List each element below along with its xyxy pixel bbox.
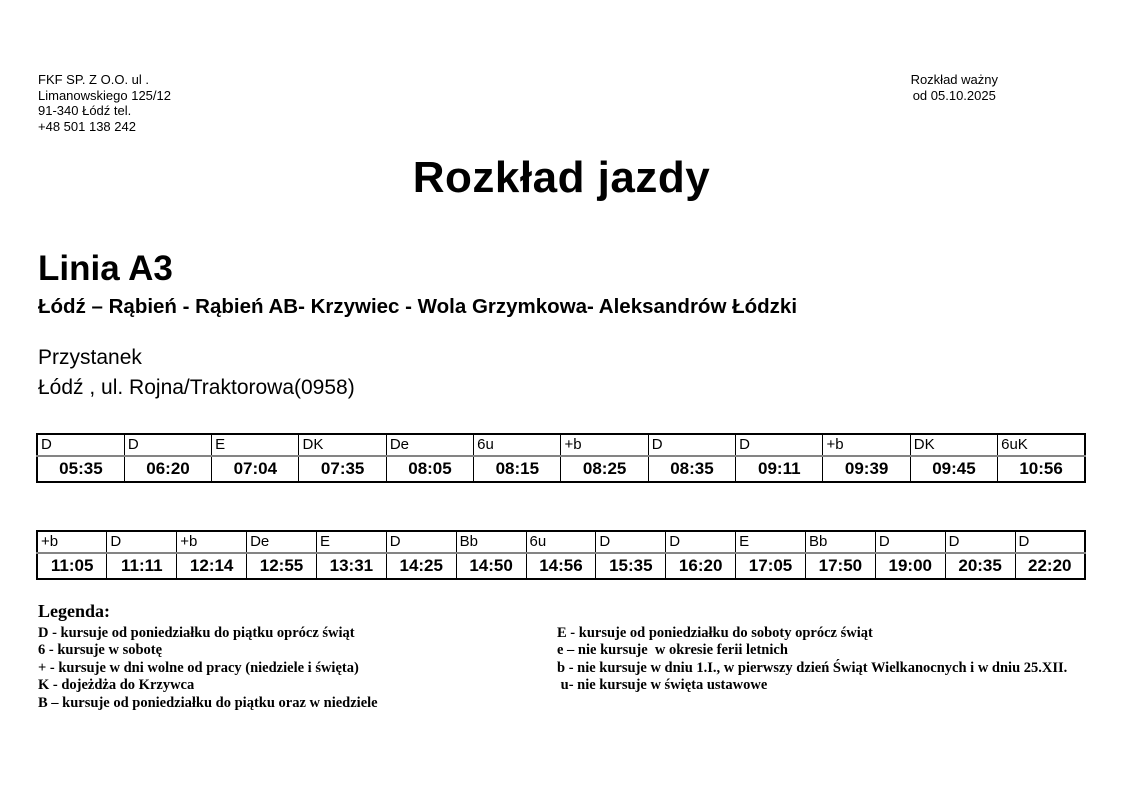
timetable-time-cell: 22:20 bbox=[1015, 553, 1085, 579]
timetable-time-cell: 13:31 bbox=[316, 553, 386, 579]
legend-item: b - nie kursuje w dniu 1.I., w pierwszy dzień Świąt Wielkanocnych i w dniu 25.XII. bbox=[557, 659, 1068, 676]
timetable-time-cell: 17:50 bbox=[805, 553, 875, 579]
timetable-symbol-cell: 6u bbox=[526, 531, 596, 553]
timetable-symbol-cell: +b bbox=[37, 531, 107, 553]
timetable-afternoon bbox=[36, 530, 1086, 580]
timetable-symbol-cell: +b bbox=[177, 531, 247, 553]
timetable-symbol-cell: D bbox=[875, 531, 945, 553]
timetable-symbol-cell: E bbox=[316, 531, 386, 553]
line-title: Linia A3 bbox=[38, 249, 173, 288]
validity-note-line: od 05.10.2025 bbox=[912, 87, 996, 103]
timetable-time-cell: 17:05 bbox=[736, 553, 806, 579]
timetable-symbol-cell: D bbox=[666, 531, 736, 553]
timetable-time-cell: 19:00 bbox=[875, 553, 945, 579]
timetable-time-cell: 08:25 bbox=[561, 456, 648, 482]
timetable-time-cell: 09:11 bbox=[736, 456, 823, 482]
timetable-symbol-row bbox=[37, 434, 1085, 456]
timetable-symbol-cell: D bbox=[736, 434, 823, 456]
timetable-time-cell: 11:05 bbox=[37, 553, 107, 579]
legend-item: e – nie kursuje w okresie ferii letnich bbox=[557, 642, 788, 659]
legend-item: 6 - kursuje w sobotę bbox=[38, 642, 163, 659]
timetable-time-cell: 08:05 bbox=[386, 456, 473, 482]
timetable-time-cell: 08:35 bbox=[648, 456, 735, 482]
timetable-symbol-cell: D bbox=[386, 531, 456, 553]
legend-item: + - kursuje w dni wolne od pracy (niedziele i święta) bbox=[38, 659, 359, 676]
legend-right-column bbox=[557, 625, 1117, 695]
timetable-time-cell: 06:20 bbox=[124, 456, 211, 482]
timetable-symbol-cell: DK bbox=[910, 434, 997, 456]
company-address-line: Limanowskiego 125/12 bbox=[38, 87, 171, 103]
timetable-time-cell: 07:35 bbox=[299, 456, 386, 482]
timetable-time-cell: 16:20 bbox=[666, 553, 736, 579]
legend-item: u- nie kursuje w święta ustawowe bbox=[557, 677, 768, 694]
validity-note-line: Rozkład ważny bbox=[910, 72, 998, 87]
timetable-symbol-cell: D bbox=[124, 434, 211, 456]
timetable-time-cell: 14:25 bbox=[386, 553, 456, 579]
timetable-symbol-cell: D bbox=[945, 531, 1015, 553]
timetable-symbol-cell: D bbox=[1015, 531, 1085, 553]
timetable-time-row bbox=[37, 456, 1085, 482]
timetable-time-cell: 20:35 bbox=[945, 553, 1015, 579]
company-address bbox=[38, 72, 171, 134]
timetable-symbol-cell: DK bbox=[299, 434, 386, 456]
timetable-morning bbox=[36, 433, 1086, 483]
legend-left-column bbox=[38, 625, 557, 712]
legend-item: E - kursuje od poniedziałku do soboty oprócz świąt bbox=[557, 625, 873, 641]
timetable-time-row bbox=[37, 553, 1085, 579]
timetable-symbol-cell: D bbox=[596, 531, 666, 553]
stop-label: Przystanek bbox=[38, 346, 142, 369]
timetable-time-cell: 12:14 bbox=[177, 553, 247, 579]
timetable-time-cell: 07:04 bbox=[212, 456, 299, 482]
timetable-symbol-cell: D bbox=[37, 434, 124, 456]
timetable-time-cell: 11:11 bbox=[107, 553, 177, 579]
legend-heading: Legenda: bbox=[38, 601, 110, 621]
route-subtitle: Łódź – Rąbień - Rąbień AB- Krzywiec - Wola Grzymkowa- Aleksandrów Łódzki bbox=[38, 295, 798, 318]
timetable-time-cell: 09:45 bbox=[910, 456, 997, 482]
timetable-time-cell: 05:35 bbox=[37, 456, 124, 482]
company-address-line: 91-340 Łódź tel. bbox=[38, 103, 132, 119]
page-title: Rozkład jazdy bbox=[412, 153, 711, 202]
timetable-time-cell: 10:56 bbox=[998, 456, 1085, 482]
timetable-time-cell: 09:39 bbox=[823, 456, 910, 482]
legend-item: B – kursuje od poniedziałku do piątku oraz w niedziele bbox=[38, 694, 378, 711]
timetable-symbol-cell: E bbox=[736, 531, 806, 553]
timetable-time-cell: 08:15 bbox=[474, 456, 561, 482]
timetable-symbol-cell: 6uK bbox=[998, 434, 1085, 456]
timetable-symbol-cell: Bb bbox=[805, 531, 875, 553]
company-address-line: FKF SP. Z O.O. ul . bbox=[38, 72, 150, 87]
validity-note bbox=[911, 72, 998, 103]
timetable-symbol-cell: De bbox=[247, 531, 317, 553]
stop-block bbox=[38, 343, 355, 403]
timetable-time-cell: 15:35 bbox=[596, 553, 666, 579]
legend bbox=[38, 601, 1068, 711]
company-address-line: +48 501 138 242 bbox=[38, 118, 136, 134]
timetable-symbol-cell: D bbox=[107, 531, 177, 553]
timetable-symbol-cell: +b bbox=[561, 434, 648, 456]
timetable-symbol-cell: De bbox=[386, 434, 473, 456]
timetable-time-cell: 14:56 bbox=[526, 553, 596, 579]
timetable-symbol-cell: E bbox=[212, 434, 299, 456]
timetable-symbol-cell: D bbox=[648, 434, 735, 456]
timetable-symbol-row bbox=[37, 531, 1085, 553]
timetable-time-cell: 14:50 bbox=[456, 553, 526, 579]
timetable-symbol-cell: 6u bbox=[474, 434, 561, 456]
legend-item: K - dojeżdża do Krzywca bbox=[38, 677, 195, 694]
legend-item: D - kursuje od poniedziałku do piątku oprócz świąt bbox=[38, 625, 355, 641]
timetable-time-cell: 12:55 bbox=[247, 553, 317, 579]
timetable-symbol-cell: Bb bbox=[456, 531, 526, 553]
stop-name: Łódź , ul. Rojna/Traktorowa(0958) bbox=[38, 376, 355, 399]
timetable-symbol-cell: +b bbox=[823, 434, 910, 456]
